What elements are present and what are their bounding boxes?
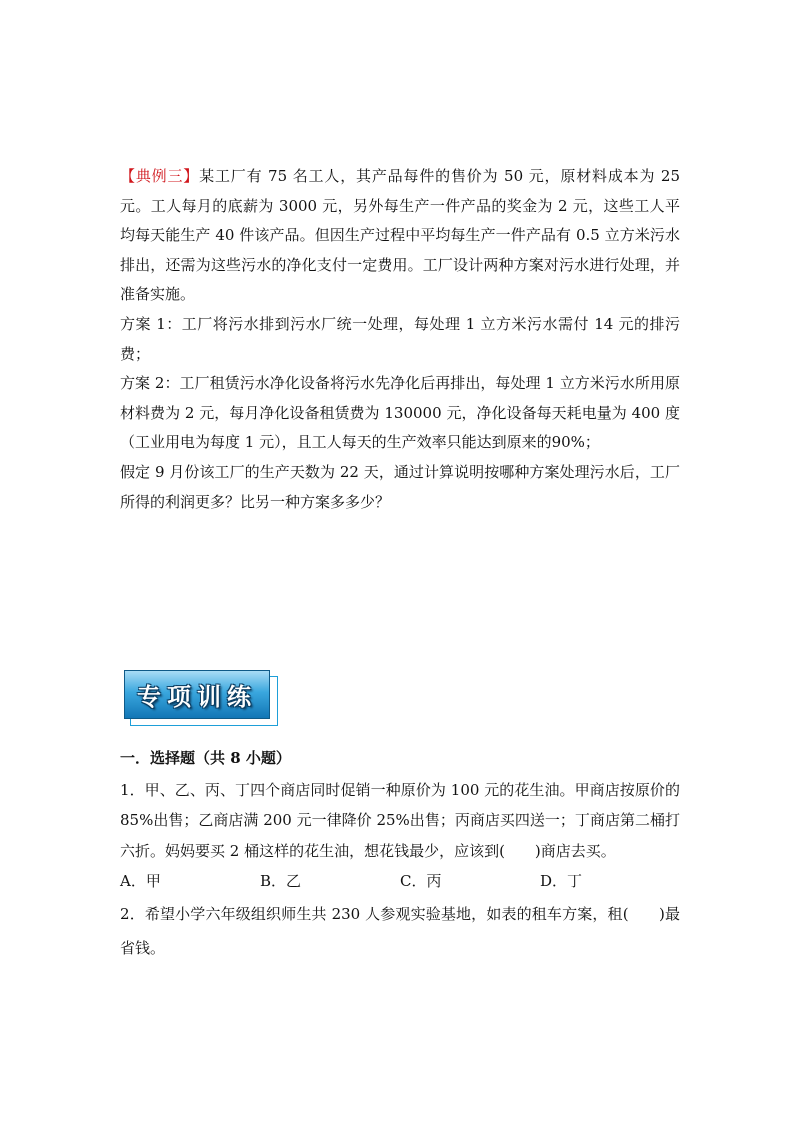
question-1-options xyxy=(120,867,680,897)
example-plan-2: 方案 2：工厂租赁污水净化设备将污水先净化后再排出，每处理 1 立方米污水所用原材料费为 2 元，每月净化设备租赁费为 130000 元，净化设备每天耗电量为 400 度（工业用电为每度 1 元），且工人每天的生产效率只能达到原来的90%； xyxy=(120,374,680,452)
option-a: A．甲 xyxy=(120,872,161,891)
section-banner xyxy=(124,670,276,725)
question-2-text: 2．希望小学六年级组织师生共 230 人参观实验基地，如表的租车方案，租( )最省钱。 xyxy=(120,904,680,957)
banner-label: 专项训练 xyxy=(137,682,257,711)
option-d: D．丁 xyxy=(540,872,583,891)
example-intro-text: 某工厂有 75 名工人，其产品每件的售价为 50 元，原材料成本为 25 元。工人每月的底薪为 3000 元，另外每生产一件产品的奖金为 2 元，这些工人平均每天能生产 40 件该产品。但因生产过程中平均每生产一件产品有 0.5 立方米污水排出，还需为这些污水的净化支付一定费用。工厂设计两种方案对污水进行处理，并准备实施。 xyxy=(120,167,680,304)
option-c: C．丙 xyxy=(400,872,442,891)
section-title: 一．选择题（共 8 小题） xyxy=(120,749,291,767)
example-plan-1: 方案 1：工厂将污水排到污水厂统一处理，每处理 1 立方米污水需付 14 元的排污费； xyxy=(120,314,680,363)
example-problem xyxy=(120,162,680,517)
choice-section xyxy=(120,744,680,965)
question-1-text: 1．甲、乙、丙、丁四个商店同时促销一种原价为 100 元的花生油。甲商店按原价的85%出售；乙商店满 200 元一律降价 25%出售；丙商店买四送一；丁商店第二桶打六折。妈妈要买 2 桶这样的花生油，想花钱最少，应该到( )商店去买。 xyxy=(120,780,680,860)
example-tag: 【典例三】 xyxy=(120,167,200,185)
example-intro xyxy=(120,162,680,310)
example-question: 假定 9 月份该工厂的生产天数为 22 天，通过计算说明按哪种方案处理污水后，工厂所得的利润更多？比另一种方案多多少？ xyxy=(120,462,680,511)
banner-face xyxy=(124,670,270,719)
option-b: B．乙 xyxy=(260,872,302,891)
